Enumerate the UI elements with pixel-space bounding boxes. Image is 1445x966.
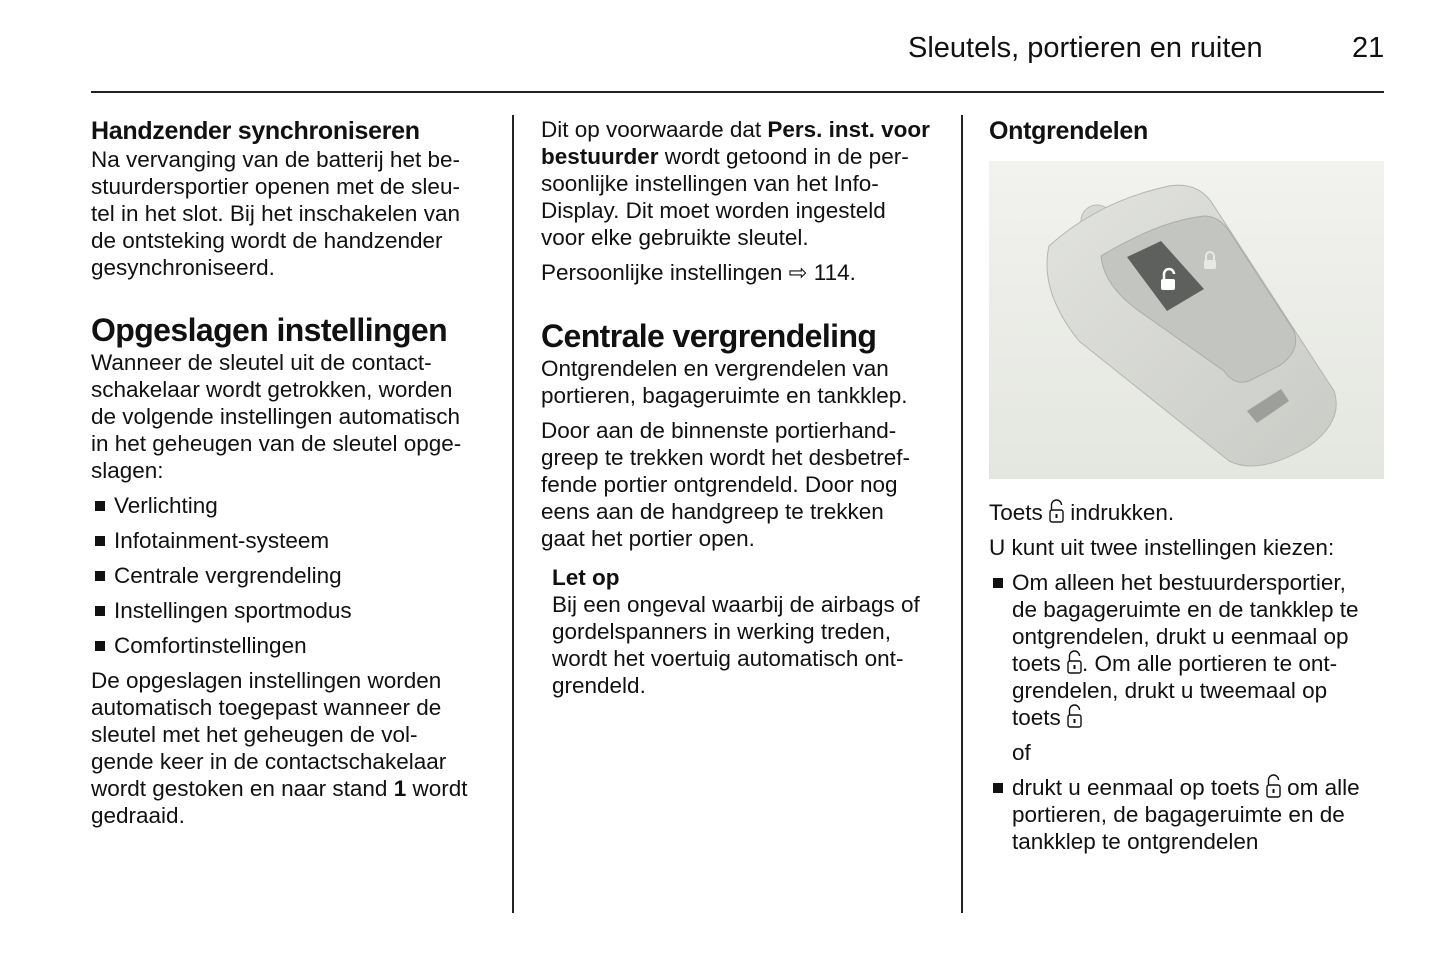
- text-line: gedraaid.: [91, 803, 185, 828]
- unlock-icon: [1049, 499, 1064, 523]
- unlock-icon: [1067, 704, 1082, 728]
- text-line: Om alleen het bestuurdersportier,: [1012, 570, 1346, 595]
- text-line: portieren, bagageruimte en tankklep.: [541, 383, 908, 408]
- text-line: Display. Dit moet worden ingesteld: [541, 198, 886, 223]
- list-item: Instellingen sportmodus: [91, 597, 501, 632]
- text-line: in het geheugen van de sleutel opge-: [91, 431, 462, 456]
- text: Toets: [989, 500, 1050, 525]
- text: wordt: [406, 776, 468, 801]
- text-line: stuurdersportier openen met de sleu-: [91, 174, 460, 199]
- key-fob-illustration: [989, 161, 1384, 479]
- text-line: [989, 499, 1389, 526]
- unlock-icon: [1266, 774, 1281, 798]
- text-line: greep te trekken wordt het desbetref-: [541, 445, 910, 470]
- heading-sync: Handzender synchroniseren: [91, 117, 420, 145]
- text-line: of: [1012, 740, 1031, 765]
- list-item: Comfortinstellingen: [91, 632, 501, 667]
- cross-reference[interactable]: [541, 259, 951, 286]
- text-line: voor elke gebruikte sleutel.: [541, 225, 809, 250]
- text: om alle: [1280, 775, 1360, 800]
- text-line: de volgende instellingen automatisch: [91, 404, 460, 429]
- text-line: gesynchroniseerd.: [91, 255, 275, 280]
- arrow-icon: ⇨: [788, 260, 808, 285]
- text-line: soonlijke instellingen van het Info-: [541, 171, 879, 196]
- text-line: Door aan de binnenste portierhand-: [541, 418, 897, 443]
- paragraph-saved: [91, 349, 501, 484]
- column-divider: [961, 115, 963, 913]
- text-line: sleutel met het geheugen de vol-: [91, 722, 418, 747]
- text-line: slagen:: [91, 458, 164, 483]
- list-item: [989, 569, 1389, 731]
- list-item: Infotainment-systeem: [91, 527, 501, 562]
- list-item: [989, 774, 1389, 855]
- text: toets: [1012, 705, 1068, 730]
- text-line: de bagageruimte en de tankklep te: [1012, 597, 1359, 622]
- unlock-instructions: [989, 499, 1389, 855]
- column-1: [91, 116, 501, 829]
- text-line: [541, 116, 951, 143]
- header-rule: [91, 91, 1384, 93]
- text-line: [541, 143, 951, 170]
- position-number: 1: [393, 776, 407, 801]
- text-line: De opgeslagen instellingen worden: [91, 668, 442, 693]
- text: wordt gestoken en naar stand: [91, 776, 394, 801]
- text-line: Bij een ongeval waarbij de airbags of: [552, 592, 920, 617]
- text-line: schakelaar wordt getrokken, worden: [91, 377, 453, 402]
- page-reference[interactable]: 114.: [807, 260, 856, 285]
- menu-reference: Pers. inst. voor: [767, 117, 930, 142]
- paragraph-door-handle: [541, 417, 951, 552]
- text: Dit op voorwaarde dat: [541, 117, 768, 142]
- text-line: gordelspanners in werking treden,: [552, 619, 891, 644]
- text-line: Ontgrendelen en vergrendelen van: [541, 356, 889, 381]
- menu-reference: bestuurder: [541, 144, 659, 169]
- settings-list: [91, 492, 501, 667]
- paragraph-applied: [91, 667, 501, 829]
- text-line: gende keer in de contactschakelaar: [91, 749, 447, 774]
- paragraph-sync: [91, 146, 501, 281]
- column-divider: [512, 115, 514, 913]
- text-line: Wanneer de sleutel uit de contact-: [91, 350, 432, 375]
- text-line: de ontsteking wordt de handzender: [91, 228, 443, 253]
- text: . Om alle portieren te ont-: [1082, 651, 1338, 676]
- text-line: grendeld.: [552, 673, 646, 698]
- list-item: Centrale vergrendeling: [91, 562, 501, 597]
- text: toets: [1012, 651, 1068, 676]
- text-line: tankklep te ontgrendelen: [1012, 829, 1259, 854]
- text-line: grendelen, drukt u tweemaal op: [1012, 678, 1328, 703]
- text-line: wordt het voertuig automatisch ont-: [552, 646, 904, 671]
- text-line: portieren, de bagageruimte en de: [1012, 802, 1345, 827]
- text-line: [1012, 704, 1389, 731]
- text-line: [91, 775, 501, 802]
- heading-saved-settings: Opgeslagen instellingen: [91, 312, 448, 348]
- text-line: [1012, 774, 1389, 801]
- text: drukt u eenmaal op toets: [1012, 775, 1266, 800]
- note-title: Let op: [552, 565, 620, 590]
- text: Persoonlijke instellingen: [541, 260, 789, 285]
- text: indrukken.: [1064, 500, 1175, 525]
- text: wordt getoond in de per-: [658, 144, 909, 169]
- chapter-title: Sleutels, portieren en ruiten: [908, 32, 1263, 64]
- text-line: gaat het portier open.: [541, 526, 755, 551]
- heading-central-locking: Centrale vergrendeling: [541, 318, 877, 354]
- column-3: [989, 116, 1389, 146]
- text-line: Na vervanging van de batterij het be-: [91, 147, 460, 172]
- note-box: [541, 564, 951, 699]
- text-line: fende portier ontgrendeld. Door nog: [541, 472, 898, 497]
- text-line: tel in het slot. Bij het inschakelen van: [91, 201, 460, 226]
- text-line: [1012, 650, 1389, 677]
- heading-unlock: Ontgrendelen: [989, 117, 1148, 145]
- text-line: ontgrendelen, drukt u eenmaal op: [1012, 624, 1349, 649]
- text-line: U kunt uit twee instellingen kiezen:: [989, 535, 1335, 560]
- text-line: automatisch toegepast wanneer de: [91, 695, 442, 720]
- paragraph-central: [541, 355, 951, 409]
- text-line: eens aan de handgreep te trekken: [541, 499, 884, 524]
- unlock-icon: [1067, 650, 1082, 674]
- paragraph-condition: [541, 116, 951, 251]
- column-2: [541, 116, 951, 699]
- page-number: 21: [1352, 32, 1385, 64]
- list-item: Verlichting: [91, 492, 501, 527]
